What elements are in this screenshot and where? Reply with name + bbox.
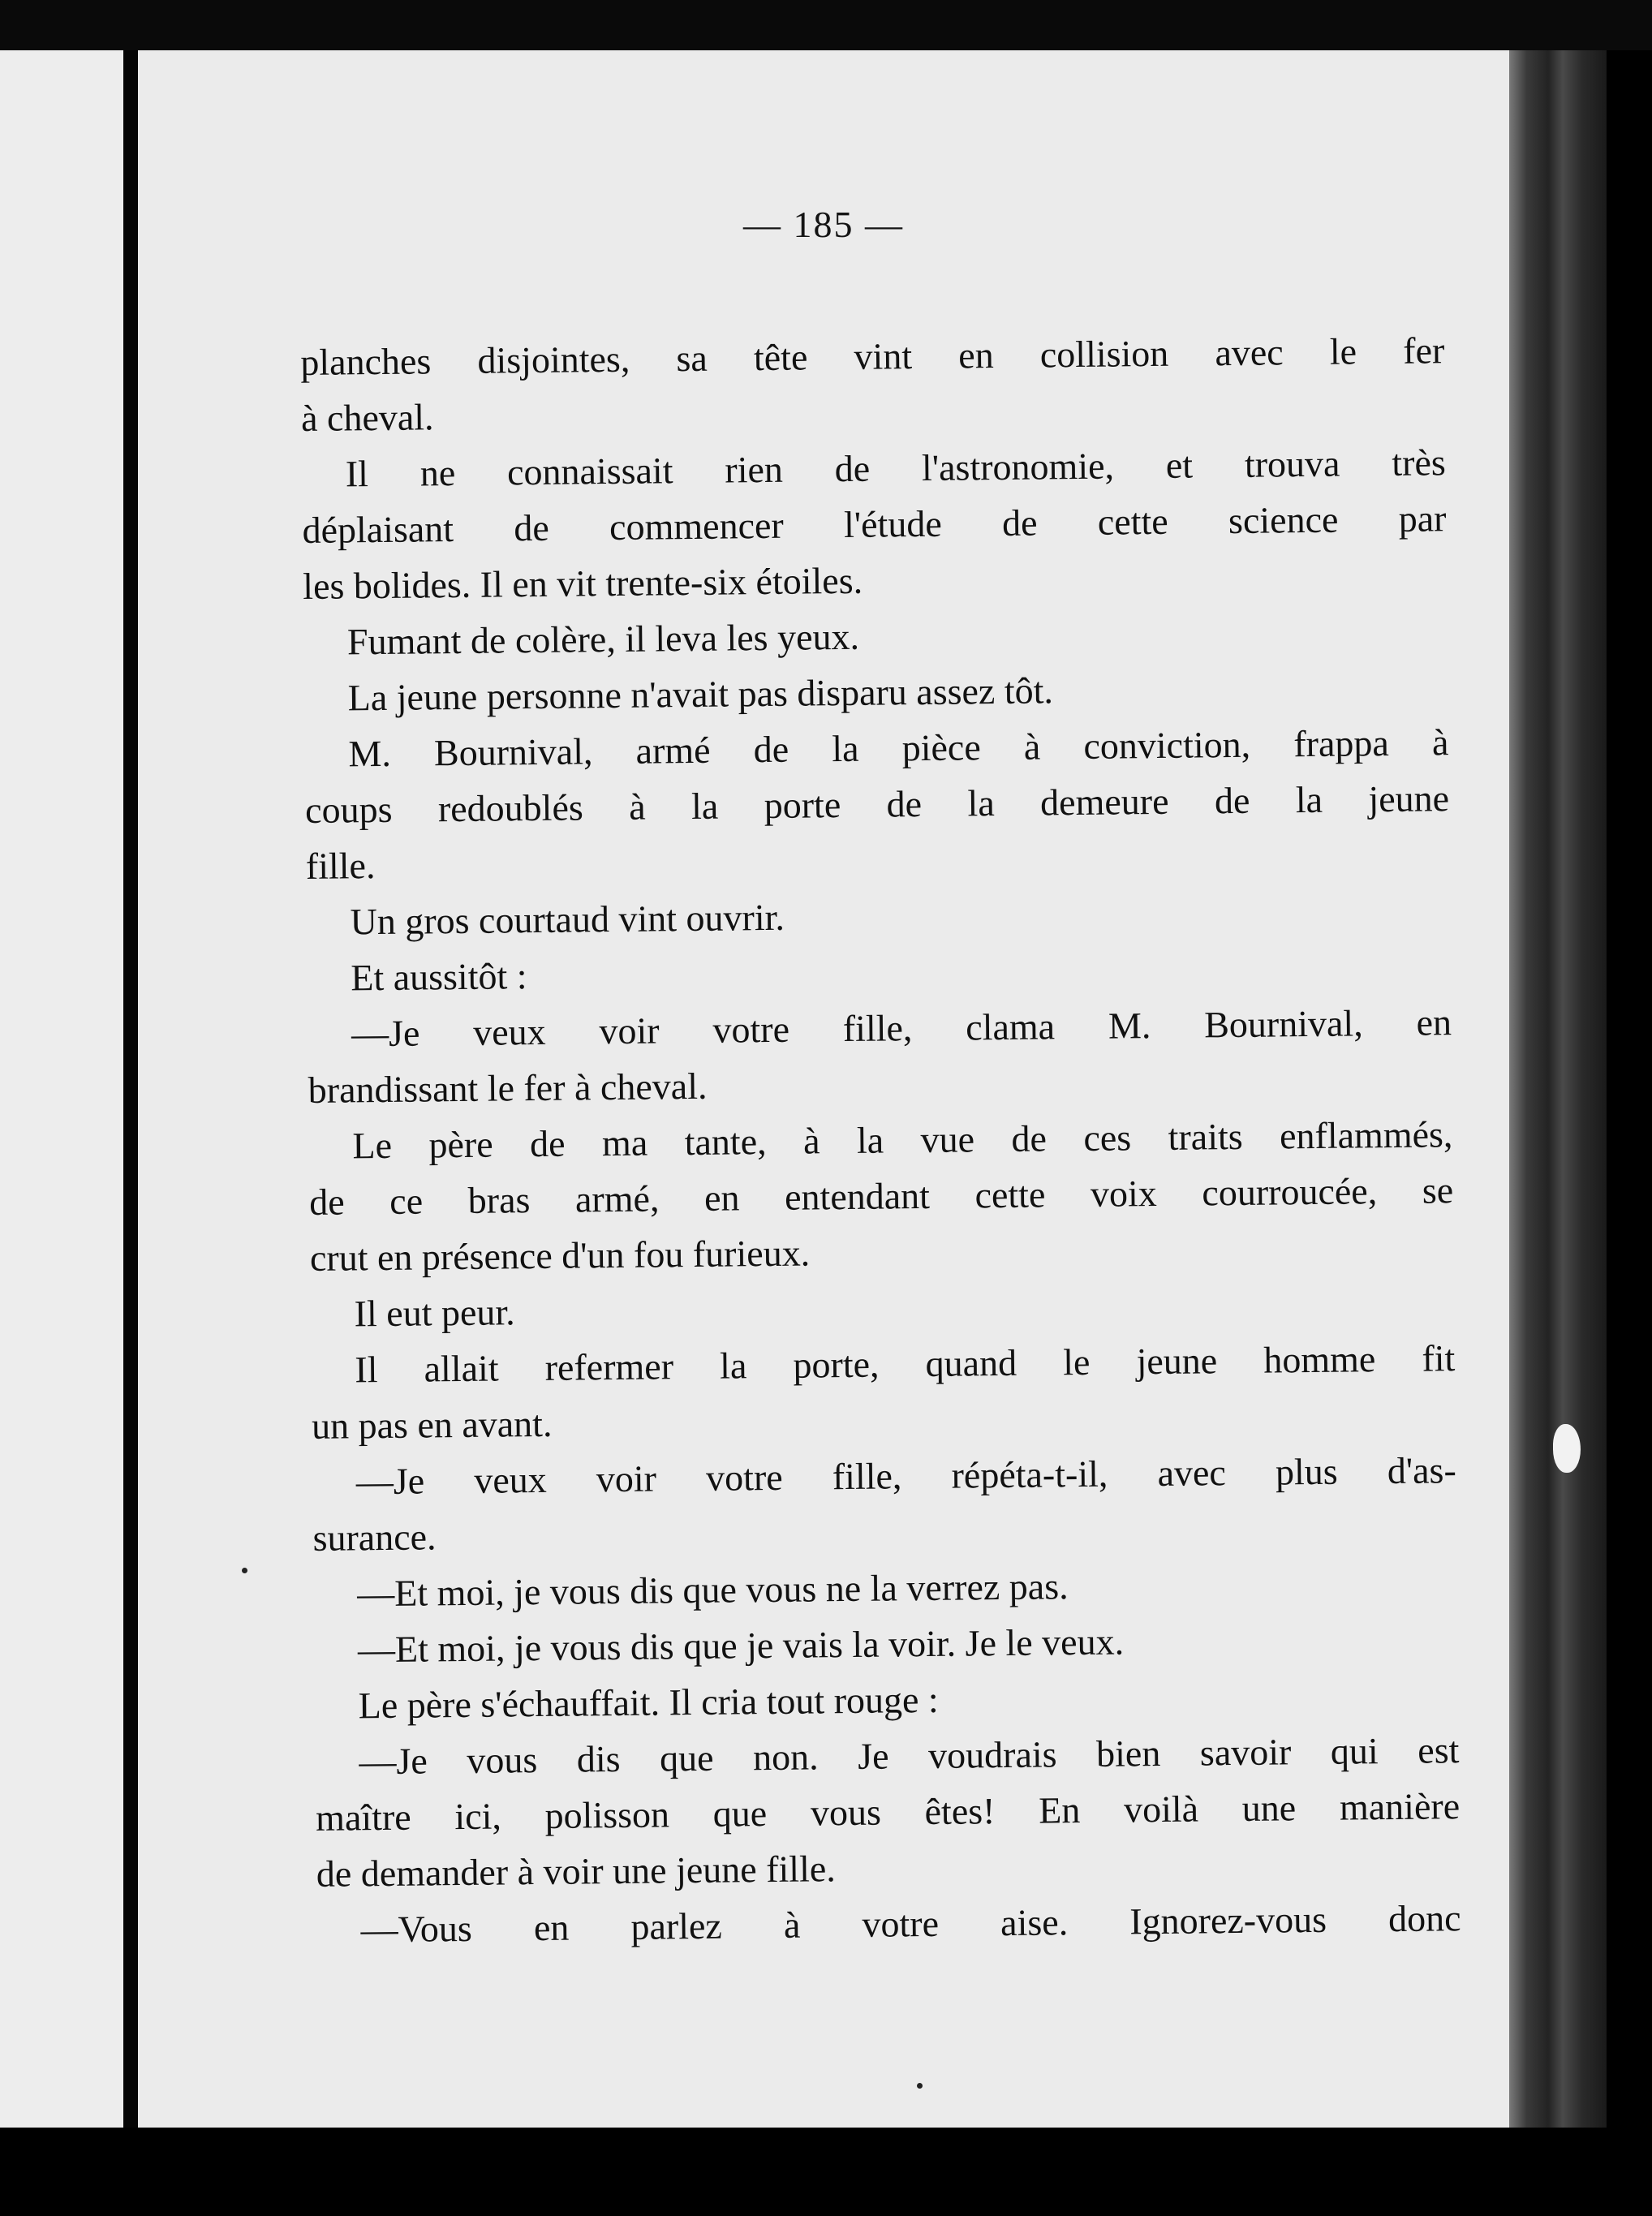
text-line: —Et moi, je vous dis que vous ne la verrez pas. [356, 1565, 1069, 1615]
text-line: déplaisant de commencer l'étude de cette science par [302, 497, 1447, 551]
text-line: à cheval. [300, 396, 434, 439]
book-page [138, 50, 1509, 2128]
text-line: maître ici, polisson que vous êtes! En voilà une manière [315, 1785, 1461, 1839]
edge-blot [1553, 1424, 1581, 1473]
text-line: Un gros courtaud vint ouvrir. [350, 896, 785, 943]
left-page-edge [0, 50, 123, 2128]
text-line: Il ne connaissait rien de l'astronomie, et trouva très [345, 441, 1446, 495]
text-line: —Je vous dis que non. Je voudrais bien savoir qui est [359, 1729, 1460, 1783]
text-line: M. Bournival, armé de la pièce à conviction, frappa à [348, 721, 1449, 775]
text-line: brandissant le fer à cheval. [308, 1065, 708, 1111]
page-body-text [300, 322, 1461, 1958]
text-line: coups redoublés à la porte de la demeure de la jeune [304, 777, 1450, 831]
scan-right-border [1607, 50, 1652, 2128]
text-line: —Vous en parlez à votre aise. Ignorez-vous donc [360, 1897, 1461, 1951]
text-line: Le père de ma tante, à la vue de ces traits enflammés, [352, 1113, 1453, 1167]
text-line: —Je veux voir votre fille, clama M. Bournival, en [351, 1001, 1452, 1055]
text-line: de ce bras armé, en entendant cette voix courroucée, se [308, 1169, 1454, 1223]
print-speck [917, 2083, 923, 2089]
text-line: La jeune personne n'avait pas disparu assez tôt. [347, 669, 1054, 719]
scan-top-border [0, 0, 1652, 50]
scan-bottom-border [0, 2128, 1652, 2216]
text-line: Il eut peur. [354, 1291, 515, 1335]
book-spine-line [123, 50, 138, 2128]
text-line: Le père s'échauffait. Il cria tout rouge : [358, 1678, 939, 1727]
text-line: surance. [312, 1516, 437, 1559]
print-speck [242, 1568, 247, 1573]
text-line: —Et moi, je vous dis que je vais la voir. Je le veux. [357, 1620, 1125, 1671]
text-line: —Je veux voir votre fille, répéta-t-il, avec plus d'as- [355, 1449, 1457, 1503]
text-line: planches disjointes, sa tête vint en collision avec le fer [300, 329, 1445, 383]
text-line: Il allait refermer la porte, quand le jeune homme fit [355, 1337, 1456, 1391]
text-line: de demander à voir une jeune fille. [316, 1848, 836, 1895]
text-line: crut en présence d'un fou furieux. [309, 1232, 811, 1279]
text-line: Et aussitôt : [351, 955, 527, 999]
text-line: Fumant de colère, il leva les yeux. [346, 615, 860, 663]
text-line: fille. [305, 845, 376, 887]
page-number: — 185 — [743, 204, 904, 245]
text-line: les bolides. Il en vit trente-six étoiles. [302, 559, 863, 607]
text-line: un pas en avant. [311, 1402, 553, 1447]
page-edge-shadow [1509, 50, 1607, 2128]
